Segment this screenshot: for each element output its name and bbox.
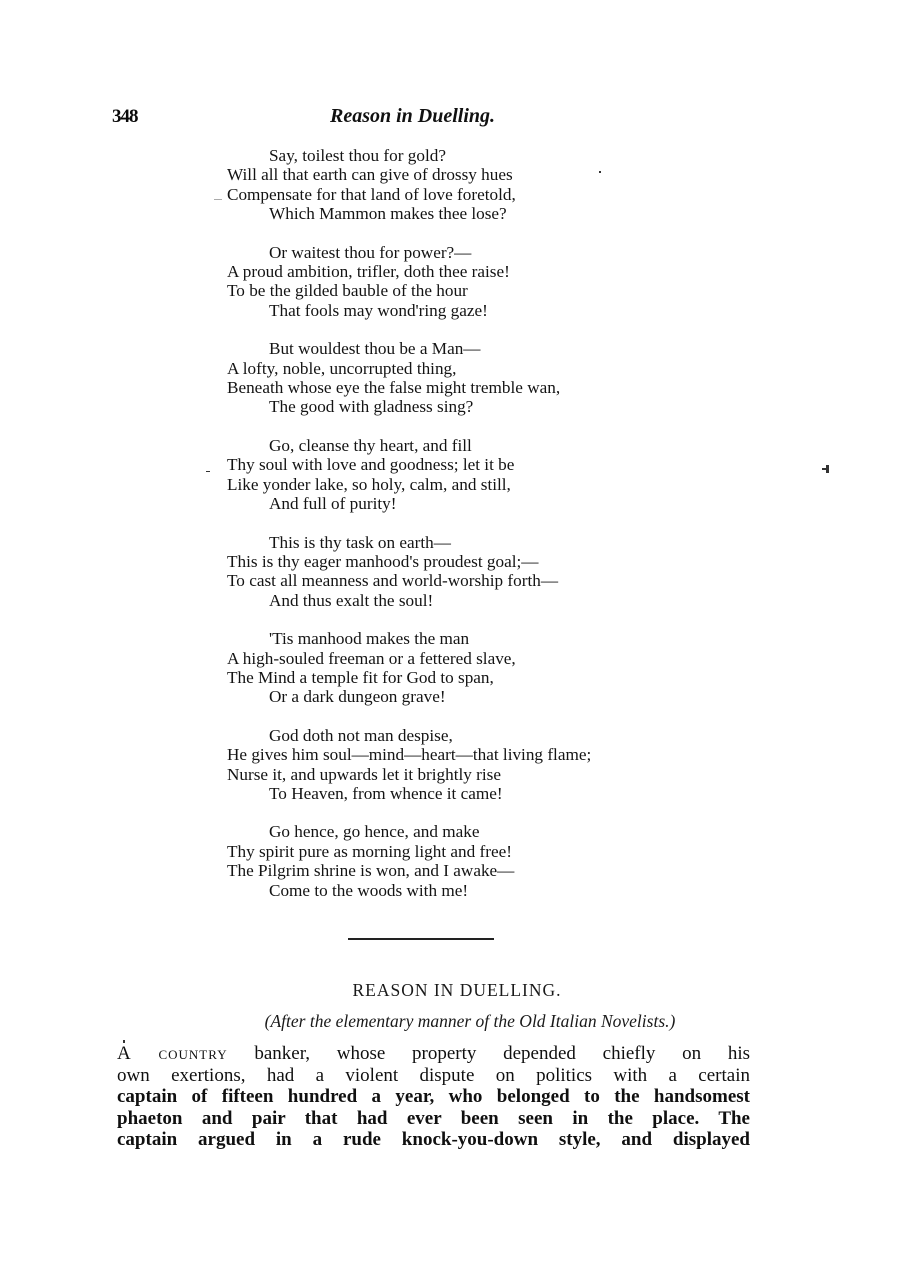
section-divider-rule xyxy=(348,938,494,940)
stanza-1 xyxy=(227,146,707,224)
poem xyxy=(227,146,707,919)
prose-line: own exertions, had a violent dispute on politics with a certain xyxy=(117,1064,750,1086)
prose-line: captain argued in a rude knock-you-down style, and displayed xyxy=(117,1129,750,1151)
poem-line: Or a dark dungeon grave! xyxy=(269,687,446,707)
poem-line: 'Tis manhood makes the man xyxy=(269,629,470,649)
poem-line: Say, toilest thou for gold? xyxy=(269,146,446,165)
poem-line: This is thy eager manhood's proudest goal;— xyxy=(227,551,539,571)
poem-line: Thy spirit pure as morning light and free! xyxy=(227,841,512,861)
poem-line: To cast all meanness and world-worship forth— xyxy=(227,571,559,591)
prose-line xyxy=(117,1043,750,1065)
poem-line: Like yonder lake, so holy, calm, and still, xyxy=(227,474,511,494)
poem-line: And thus exalt the soul! xyxy=(269,590,434,610)
poem-line: Beneath whose eye the false might tremble wan, xyxy=(227,378,561,398)
poem-line: The good with gladness sing? xyxy=(269,397,474,417)
running-head xyxy=(112,106,752,132)
print-speck xyxy=(826,465,829,473)
poem-line: Compensate for that land of love foretold, xyxy=(227,184,516,204)
print-speck xyxy=(599,171,601,173)
poem-line: To be the gilded bauble of the hour xyxy=(227,281,468,301)
poem-line: But wouldest thou be a Man— xyxy=(269,339,481,359)
opening-initial: A xyxy=(117,1043,132,1064)
poem-line: To Heaven, from whence it came! xyxy=(269,783,503,803)
running-title: Reason in Duelling. xyxy=(330,105,496,127)
poem-line: Go hence, go hence, and make xyxy=(269,822,480,842)
poem-line: This is thy task on earth— xyxy=(269,532,451,552)
print-speck xyxy=(123,1040,125,1043)
article-subtitle: (After the elementary manner of the Old Italian Novelists.) xyxy=(264,1011,676,1031)
page-number: 348 xyxy=(112,106,138,127)
poem-line: A high-souled freeman or a fettered slave, xyxy=(227,648,516,668)
article-title: REASON IN DUELLING. xyxy=(352,980,562,1000)
poem-line: He gives him soul—mind—heart—that living flame; xyxy=(227,745,592,765)
poem-line: Or waitest thou for power?— xyxy=(269,242,472,262)
print-speck xyxy=(822,468,826,470)
prose-line-text: banker, whose property depended chiefly on his xyxy=(254,1043,751,1064)
stanza-4 xyxy=(227,436,707,514)
opening-smallcaps-word: country xyxy=(158,1043,228,1064)
print-speck xyxy=(206,471,210,472)
poem-line: A proud ambition, trifler, doth thee raise! xyxy=(227,262,510,282)
poem-line: Thy soul with love and goodness; let it be xyxy=(227,455,515,475)
prose-line: phaeton and pair that had ever been seen in the place. The xyxy=(117,1107,750,1129)
poem-line: Which Mammon makes thee lose? xyxy=(269,204,507,224)
poem-line: Come to the woods with me! xyxy=(269,880,469,900)
print-speck xyxy=(214,199,222,200)
stanza-2 xyxy=(227,243,707,321)
poem-line: The Mind a temple fit for God to span, xyxy=(227,667,494,687)
stanza-8 xyxy=(227,822,707,900)
stanza-6 xyxy=(227,629,707,707)
poem-line: Nurse it, and upwards let it brightly rise xyxy=(227,764,501,784)
poem-line: A lofty, noble, uncorrupted thing, xyxy=(227,358,457,378)
poem-line: Will all that earth can give of drossy hues xyxy=(227,165,513,185)
poem-line: The Pilgrim shrine is won, and I awake— xyxy=(227,861,515,881)
stanza-3 xyxy=(227,339,707,417)
poem-line: That fools may wond'ring gaze! xyxy=(269,300,488,320)
stanza-5 xyxy=(227,533,707,611)
prose-line: captain of fifteen hundred a year, who belonged to the handsomest xyxy=(117,1086,750,1108)
poem-line: And full of purity! xyxy=(269,494,397,514)
poem-line: God doth not man despise, xyxy=(269,725,453,745)
article-body xyxy=(117,1043,750,1151)
stanza-7 xyxy=(227,726,707,804)
poem-line: Go, cleanse thy heart, and fill xyxy=(269,435,472,455)
